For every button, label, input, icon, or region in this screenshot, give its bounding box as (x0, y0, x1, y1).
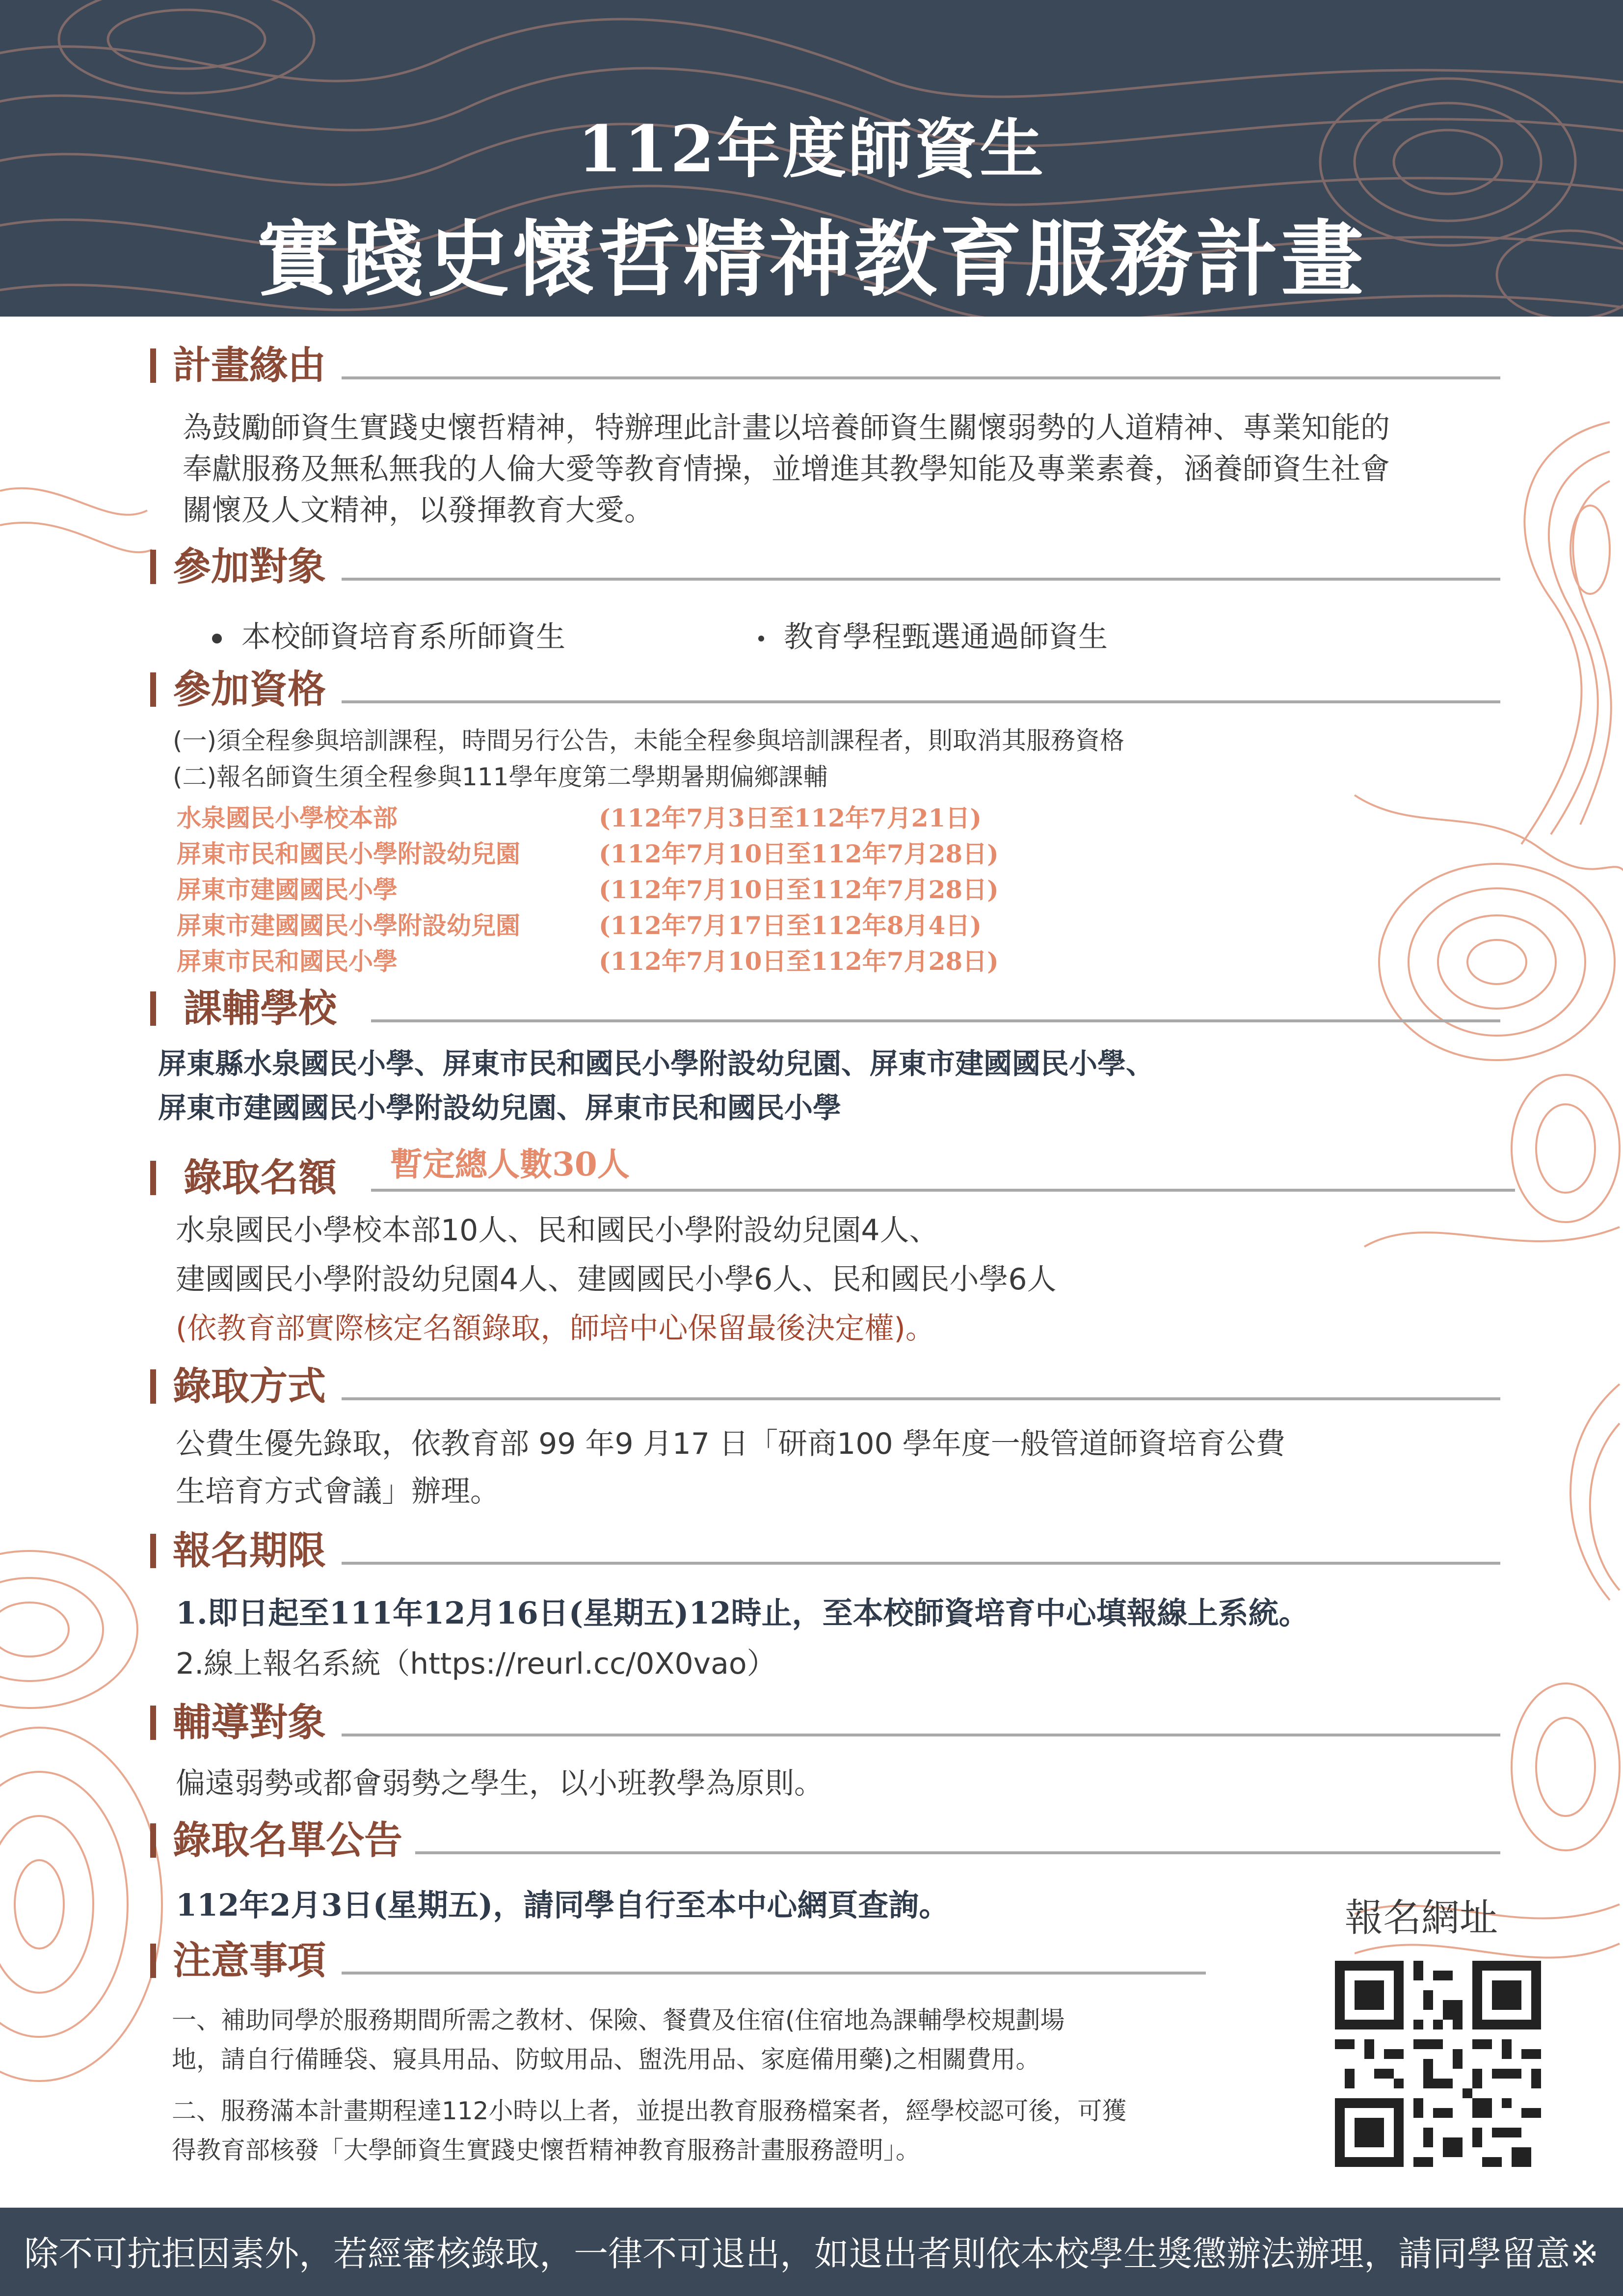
notes-line-3: 二、服務滿本計畫期程達112小時以上者，並提出教育服務檔案者，經學校認可後，可獲 (172, 2097, 1127, 2125)
title-line-1: 112年度師資生 (577, 111, 1046, 187)
schools-line-1: 屏東縣水泉國民小學、屏東市民和國民小學附設幼兒園、屏東市建國國民小學、 (158, 1047, 1155, 1080)
section-announcement (150, 1816, 1500, 1865)
schedule-dates: (112年7月17日至112年8月4日) (599, 911, 982, 940)
announcement-line: 112年2月3日(星期五)，請同學自行至本中心網頁查詢。 (176, 1887, 950, 1923)
origin-line-3: 關懷及人文精神，以發揮教育大愛。 (183, 493, 654, 528)
participant-item: 本校師資培育系所師資生 (212, 614, 565, 656)
notes-line-1: 一、補助同學於服務期間所需之教材、保險、餐費及住宿(住宿地為課輔學校規劃場 (172, 2006, 1065, 2034)
contour-decoration-left-top (0, 471, 157, 599)
footer-banner (0, 2208, 1623, 2296)
schedule-school: 屏東市建國國民小學 (177, 875, 398, 904)
schedule-dates: (112年7月10日至112年7月28日) (599, 875, 999, 904)
section-divider (342, 1734, 1500, 1736)
section-method (150, 1362, 1500, 1411)
qr-label: 報名網址 (1345, 1896, 1498, 1940)
section-title: 錄取名額 (184, 1155, 337, 1200)
section-marker (150, 1161, 156, 1195)
schools-line-2: 屏東市建國國民小學附設幼兒園、屏東市民和國民小學 (158, 1091, 842, 1124)
section-marker (150, 1706, 156, 1740)
section-title: 報名期限 (173, 1528, 326, 1573)
section-eligibility (150, 665, 1500, 714)
section-title: 錄取名單公告 (173, 1818, 403, 1863)
section-notes (150, 1936, 1500, 1985)
tutoring-line: 偏遠弱勢或都會弱勢之學生，以小班教學為原則。 (176, 1766, 824, 1801)
method-line-1: 公費生優先錄取，依教育部 99 年9 月17 日「研商100 學年度一般管道師資培育公費 (176, 1427, 1285, 1461)
section-divider (371, 1019, 1500, 1022)
section-title: 參加對象 (173, 544, 326, 589)
quota-note: (依教育部實際核定名額錄取，師培中心保留最後決定權)。 (176, 1311, 935, 1346)
section-title: 錄取方式 (173, 1364, 326, 1409)
schedule-dates: (112年7月3日至112年7月21日) (599, 803, 982, 832)
contour-decoration-right-mid (1335, 775, 1623, 1315)
schedule-dates: (112年7月10日至112年7月28日) (599, 947, 999, 976)
section-marker (150, 1534, 156, 1568)
section-divider (342, 700, 1500, 703)
section-marker (150, 672, 156, 707)
section-divider (342, 578, 1500, 581)
bullet-icon (758, 636, 764, 641)
section-marker (150, 1369, 156, 1404)
bullet-icon (212, 634, 222, 643)
title-line-2: 實踐史懷哲精神教育服務計畫 (256, 211, 1367, 308)
section-title: 輔導對象 (173, 1700, 326, 1745)
section-divider (342, 1562, 1500, 1565)
qr-code-icon[interactable] (1335, 1961, 1541, 2167)
schedule-school: 屏東市建國國民小學附設幼兒園 (177, 911, 520, 940)
eligibility-line-1: (一)須全程參與培訓課程，時間另行公告，未能全程參與培訓課程者，則取消其服務資格 (173, 726, 1125, 755)
section-marker (150, 550, 156, 584)
poster-header (0, 0, 1623, 317)
section-divider (371, 1189, 1515, 1192)
method-line-2: 生培育方式會議」辦理。 (176, 1474, 500, 1509)
origin-line-2: 奉獻服務及無私無我的人倫大愛等教育情操，並增進其教學知能及專業素養，涵養師資生社會 (183, 452, 1390, 486)
quota-total: 暫定總人數30人 (390, 1145, 630, 1183)
schedule-school: 屏東市民和國民小學附設幼兒園 (177, 839, 520, 868)
contour-decoration-right-bottom (1355, 1364, 1623, 1978)
participant-item: 教育學程甄選通過師資生 (758, 614, 1108, 656)
deadline-line-2[interactable]: 2.線上報名系統（https://reurl.cc/0X0vao） (176, 1647, 776, 1681)
section-participants (150, 542, 1500, 591)
section-divider (342, 376, 1500, 379)
schedule-dates: (112年7月10日至112年7月28日) (599, 839, 999, 868)
section-schools (150, 984, 1500, 1033)
section-title: 計畫緣由 (173, 343, 326, 388)
schedule-school: 水泉國民小學校本部 (177, 803, 398, 832)
deadline-line-1: 1.即日起至111年12月16日(星期五)12時止，至本校師資培育中心填報線上系統。 (176, 1595, 1309, 1631)
section-deadline (150, 1526, 1500, 1575)
section-marker (150, 1823, 156, 1858)
section-marker (150, 348, 156, 383)
section-quota (150, 1153, 1500, 1202)
section-title: 參加資格 (173, 667, 326, 712)
quota-line-1: 水泉國民小學校本部10人、民和國民小學附設幼兒園4人、 (176, 1213, 939, 1248)
section-divider (342, 1972, 1206, 1975)
section-divider (415, 1851, 1500, 1854)
origin-line-1: 為鼓勵師資生實踐史懷哲精神，特辦理此計畫以培養師資生關懷弱勢的人道精神、專業知能的 (183, 411, 1390, 445)
qr-code-pattern (1335, 1961, 1541, 2167)
section-tutoring (150, 1698, 1500, 1747)
notes-line-4: 得教育部核發「大學師資生實踐史懷哲精神教育服務計畫服務證明」。 (172, 2136, 920, 2164)
section-origin (150, 341, 1500, 390)
eligibility-line-2: (二)報名師資生須全程參與111學年度第二學期暑期偏鄉課輔 (173, 763, 828, 791)
footer-notice: 除不可抗拒因素外，若經審核錄取，一律不可退出，如退出者則依本校學生獎懲辦法辦理，請同學留意※ (24, 2234, 1599, 2274)
section-title: 注意事項 (173, 1938, 326, 1983)
quota-line-2: 建國國民小學附設幼兒園4人、建國國民小學6人、民和國民小學6人 (176, 1262, 1057, 1297)
section-divider (342, 1397, 1500, 1400)
schedule-school: 屏東市民和國民小學 (177, 947, 398, 976)
section-marker (150, 991, 156, 1026)
notes-line-2: 地，請自行備睡袋、寢具用品、防蚊用品、盥洗用品、家庭備用藥)之相關費用。 (172, 2045, 1040, 2074)
section-title: 課輔學校 (184, 986, 337, 1031)
section-marker (150, 1944, 156, 1978)
